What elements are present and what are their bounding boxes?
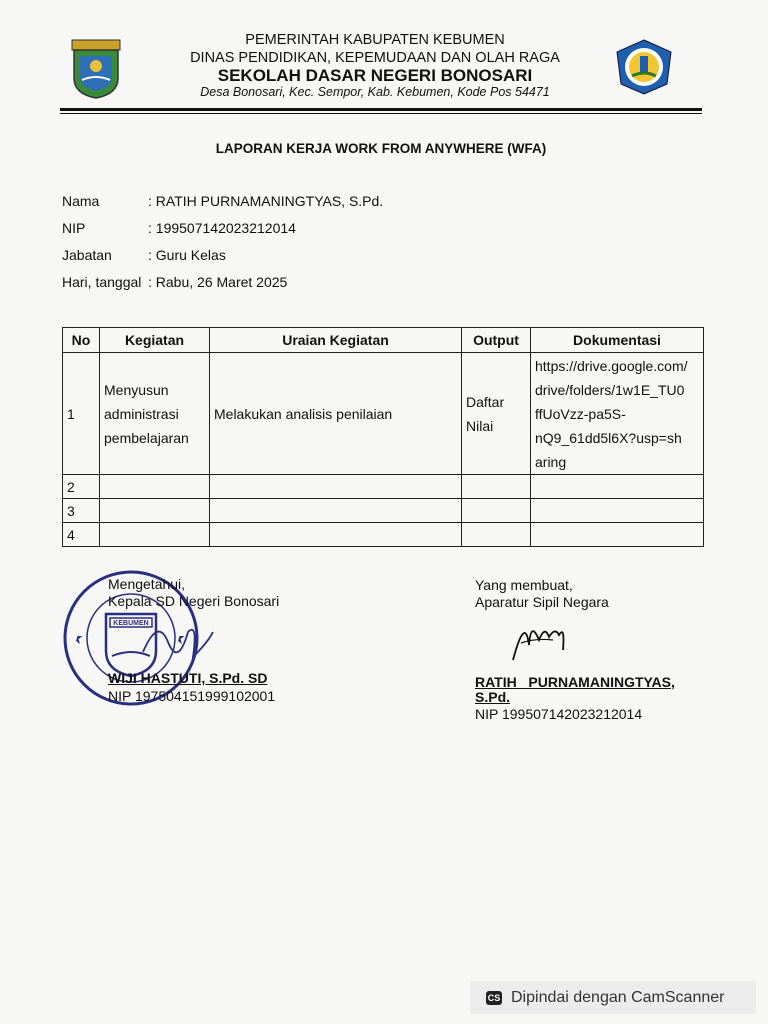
empty-cell — [210, 499, 462, 523]
kebumen-logo — [70, 38, 122, 105]
empty-cell — [531, 499, 704, 523]
row1-kegiatan-line: Menyusun — [104, 381, 169, 398]
nama-value: : RATIH PURNAMANINGTYAS, S.Pd. — [148, 193, 384, 209]
header-government: PEMERINTAH KABUPATEN KEBUMEN — [245, 32, 505, 48]
left-known-label: Mengetahui, — [108, 576, 186, 592]
header-no: No — [63, 328, 100, 353]
header-kegiatan: Kegiatan — [100, 328, 210, 353]
header-department: DINAS PENDIDIKAN, KEPEMUDAAN DAN OLAH RAGA — [190, 50, 560, 66]
left-position: Kepala SD Negeri Bonosari — [108, 593, 280, 609]
doc-link-line: nQ9_61dd5l6X?usp=sh — [535, 429, 682, 446]
report-title: LAPORAN KERJA WORK FROM ANYWHERE (WFA) — [215, 141, 547, 156]
doc-link-line: ffUoVzz-pa5S- — [535, 405, 626, 422]
row1-dokumentasi-link[interactable] — [531, 353, 704, 475]
jabatan-label: Jabatan — [62, 247, 112, 263]
camscanner-text: Dipindai dengan CamScanner — [511, 988, 725, 1006]
header-address: Desa Bonosari, Kec. Sempor, Kab. Kebumen, Kode Pos 54471 — [200, 85, 550, 99]
header-rule-thin — [60, 113, 702, 114]
left-signature-scribble — [138, 612, 218, 677]
school-logo — [613, 38, 675, 101]
row3-no: 3 — [63, 499, 100, 523]
header-rule-thick — [60, 108, 702, 111]
empty-cell — [462, 475, 531, 499]
row4-no: 4 — [63, 523, 100, 547]
empty-cell — [210, 475, 462, 499]
row1-kegiatan-line: administrasi — [104, 405, 179, 422]
left-signatory-name: WIJI HASTUTI, S.Pd. SD — [108, 670, 268, 686]
right-signatory-degree: S.Pd. — [475, 689, 511, 705]
row1-uraian: Melakukan analisis penilaian — [210, 353, 462, 475]
header-output: Output — [462, 328, 531, 353]
jabatan-value: : Guru Kelas — [148, 247, 226, 263]
row1-no: 1 — [63, 353, 100, 475]
row1-output — [462, 353, 531, 475]
empty-cell — [462, 499, 531, 523]
table-header-row — [63, 328, 704, 353]
table-row — [63, 499, 704, 523]
right-signatory-nip: NIP 199507142023212014 — [475, 706, 643, 722]
row1-output-line: Nilai — [466, 417, 494, 434]
activity-table — [62, 327, 704, 547]
row2-no: 2 — [63, 475, 100, 499]
empty-cell — [462, 523, 531, 547]
doc-link-line: aring — [535, 453, 567, 470]
row1-kegiatan-line: pembelajaran — [104, 429, 189, 446]
right-made-by-label: Yang membuat, — [475, 577, 573, 593]
header-dokumentasi: Dokumentasi — [531, 328, 704, 353]
stamp-label: KEBUMEN — [113, 620, 149, 627]
right-signatory-name: RATIH PURNAMANINGTYAS, — [475, 674, 675, 690]
row1-kegiatan — [100, 353, 210, 475]
left-signatory-nip: NIP 197504151999102001 — [108, 688, 276, 704]
camscanner-watermark — [470, 981, 756, 1014]
empty-cell — [531, 475, 704, 499]
empty-cell — [210, 523, 462, 547]
header-school-name: SEKOLAH DASAR NEGERI BONOSARI — [217, 66, 533, 85]
doc-link-line: https://drive.google.com/ — [535, 357, 688, 374]
nama-label: Nama — [62, 193, 100, 209]
row1-output-line: Daftar — [466, 393, 505, 410]
camscanner-icon: CS — [487, 992, 501, 1003]
nip-label: NIP — [62, 220, 86, 236]
empty-cell — [100, 499, 210, 523]
tanggal-label: Hari, tanggal — [62, 274, 142, 290]
empty-cell — [100, 475, 210, 499]
empty-cell — [531, 523, 704, 547]
right-signature-scribble — [505, 605, 575, 670]
empty-cell — [100, 523, 210, 547]
table-row — [63, 523, 704, 547]
table-row — [63, 353, 704, 475]
nip-value: : 199507142023212014 — [148, 220, 296, 236]
table-row — [63, 475, 704, 499]
tanggal-value: : Rabu, 26 Maret 2025 — [148, 274, 288, 290]
right-position: Aparatur Sipil Negara — [475, 594, 609, 610]
header-uraian: Uraian Kegiatan — [210, 328, 462, 353]
doc-link-line: drive/folders/1w1E_TU0 — [535, 381, 685, 398]
